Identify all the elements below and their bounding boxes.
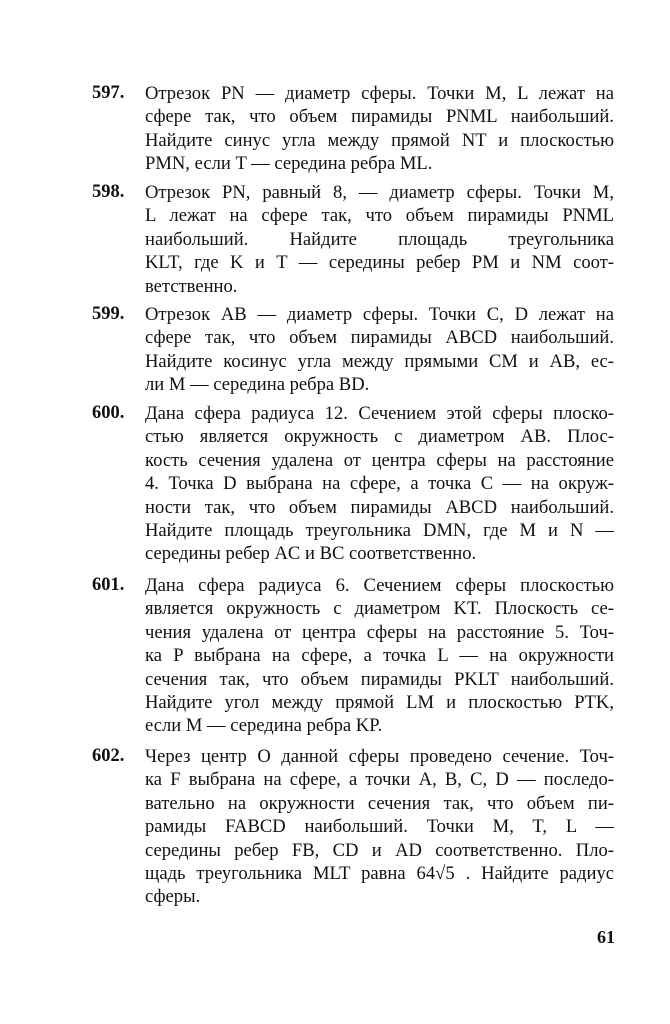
text-line: стью является окружность с диаметром AB. Плос- [145,426,614,448]
text-line: сферы. [145,886,201,908]
text-line: Дана сфера радиуса 6. Сечением сферы плоскостью [145,575,614,596]
text-line: Найдите угол между прямой LM и плоскостью PTK, [145,691,614,713]
text-line: 4. Точка D выбрана на сфере, а точка C — на окруж- [145,473,614,495]
text-line: Найдите площадь треугольника DMN, где M и N — [145,519,614,541]
text-line: Найдите синус угла между прямой NT и плоскостью [145,129,614,151]
text-line: кость сечения удалена от центра сферы на расстояние [145,449,614,471]
text-line: ности так, что объем пирамиды ABCD наибольший. [145,496,614,518]
problem-number: 601. [92,575,125,595]
problem-text [145,402,614,566]
problem-text [145,574,614,738]
text-line: сечения так, что объем пирамиды PKLT наибольший. [145,668,614,690]
problem-text [145,82,614,176]
text-line: вательно на окружности сечения так, что объем пи- [145,792,614,814]
problem-text [145,745,614,909]
text-line: Дана сфера радиуса 12. Сечением этой сферы плоско- [145,403,614,424]
text-line: L лежат на сфере так, что объем пирамиды PNML [145,205,614,227]
problem-number: 602. [92,746,125,766]
text-line: середины ребер AC и BC соответственно. [145,543,477,565]
text-line: ли M — середина ребра BD. [145,374,370,396]
text-line: Найдите косинус угла между прямыми CM и AB, ес- [145,350,614,372]
problem-number: 599. [92,304,125,324]
problem-text [145,181,614,298]
text-line: Отрезок PN, равный 8, — диаметр сферы. Точки M, [145,182,614,203]
text-line: Отрезок PN — диаметр сферы. Точки M, L лежат на [145,83,614,104]
text-line: наибольший. Найдите площадь треугольника [145,228,614,250]
problem-text [145,303,614,397]
text-line: сфере так, что объем пирамиды PNML наибольший. [145,106,614,128]
text-line: ветственно. [145,275,238,297]
text-line: рамиды FABCD наибольший. Точки M, T, L — [145,816,614,838]
text-line: KLT, где K и T — середины ребер PM и NM соот- [145,252,614,274]
text-line: если M — середина ребра KP. [145,715,383,737]
text-line: середины ребер FB, CD и AD соответственно. Пло- [145,839,614,861]
text-line: щадь треугольника MLT равна 64√5 . Найдите радиус [145,862,614,884]
text-line: Отрезок AB — диаметр сферы. Точки C, D лежат на [145,304,614,325]
text-line: ка F выбрана на сфере, а точки A, B, C, D — последо- [145,769,614,791]
text-line: чения удалена от центра сферы на расстояние 5. Точ- [145,621,614,643]
problem-number: 600. [92,403,125,423]
text-line: ка P выбрана на сфере, а точка L — на окружности [145,645,614,667]
problem-number: 597. [92,83,125,103]
text-line: Через центр O данной сферы проведено сечение. Точ- [145,746,614,767]
text-line: PMN, если T — середина ребра ML. [145,153,433,175]
problem-number: 598. [92,182,125,202]
text-line: сфере так, что объем пирамиды ABCD наибольший. [145,327,614,349]
page-number: 61 [597,927,615,947]
text-line: является окружность с диаметром KT. Плоскость се- [145,598,614,620]
